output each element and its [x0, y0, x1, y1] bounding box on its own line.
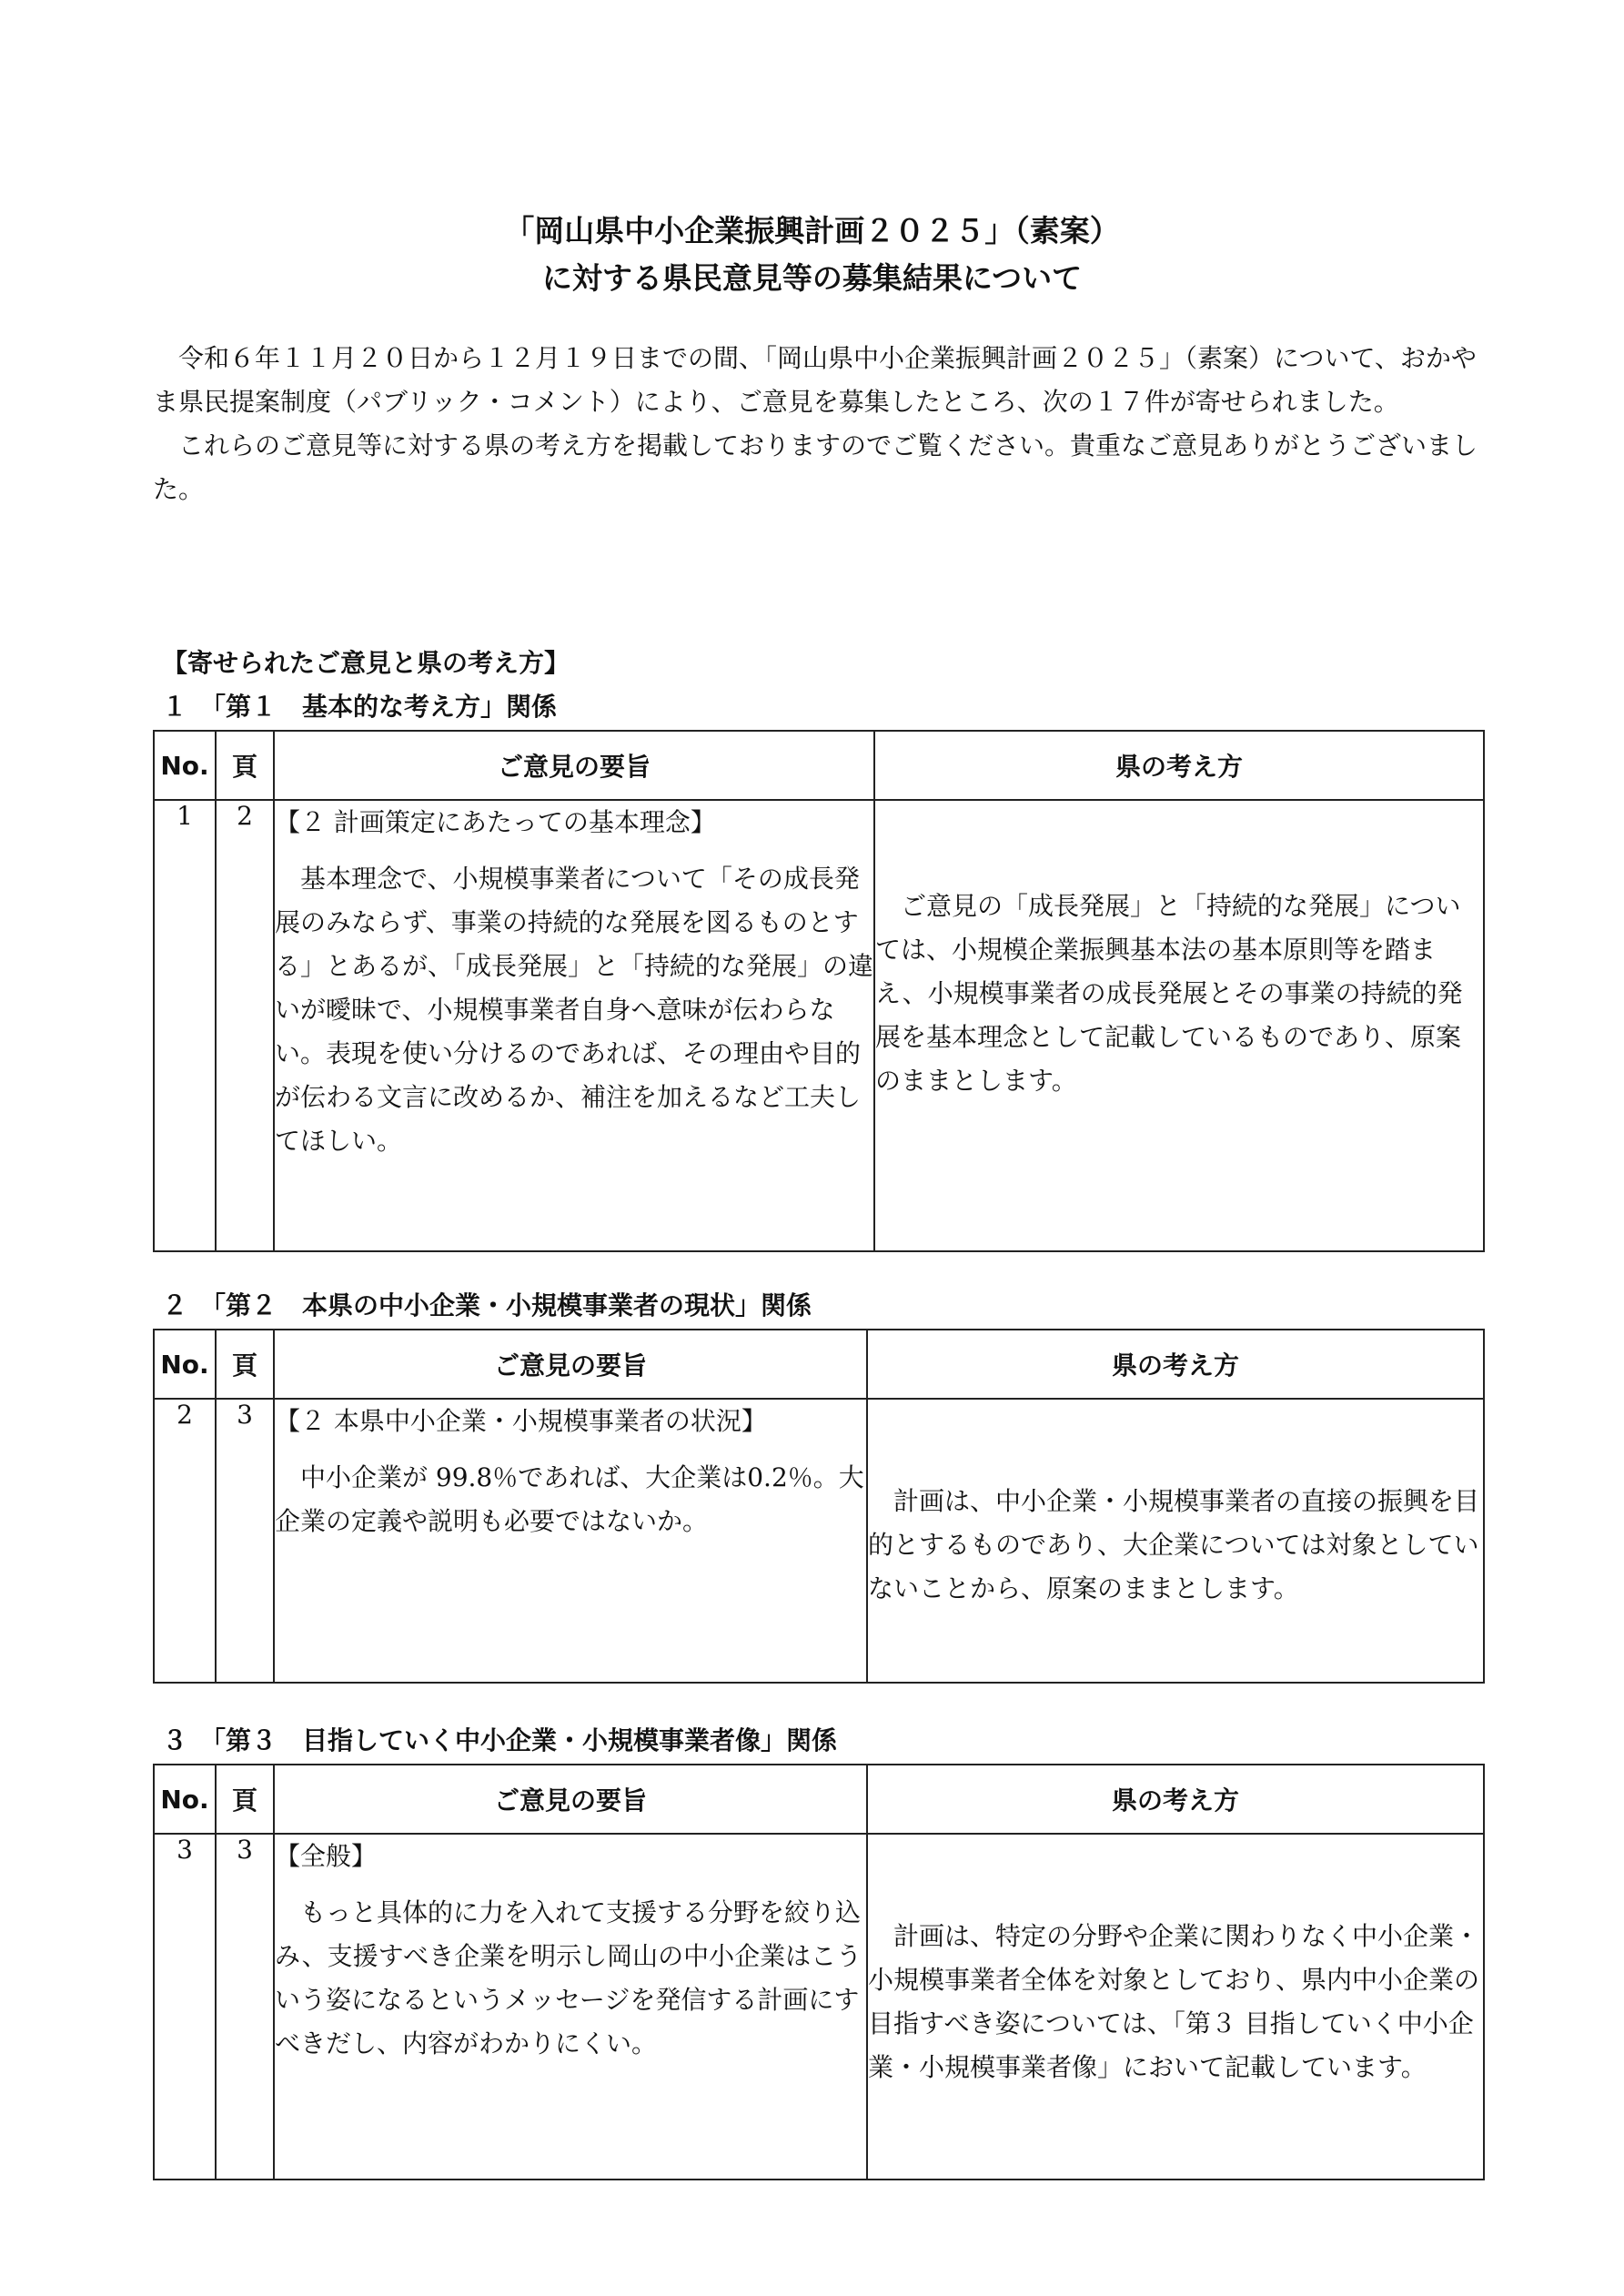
opinions-section-header: 【寄せられたご意見と県の考え方】 — [162, 648, 570, 678]
row-view — [867, 1834, 1484, 2180]
opinion-text: 基本理念で、小規模事業者について「その成長発展のみならず、事業の持続的な発展を図るものとする」とあるが、「成長発展」と「持続的な発展」の違いが曖昧で、小規模事業者自身へ意味が伝わらない。表現を使い分けるのであれば、その理由や目的が伝わる文言に改めるか、補注を加えるなど工夫してほしい。 — [275, 864, 874, 1156]
col-header-no: No. — [154, 1765, 216, 1834]
table-row — [154, 1399, 1484, 1683]
col-header-no: No. — [154, 731, 216, 800]
table-row — [154, 1834, 1484, 2180]
page-title — [0, 207, 1624, 302]
title-line-2: に対する県民意見等の募集結果について — [541, 260, 1083, 296]
opinion-topic: 【２ 本県中小企業・小規模事業者の状況】 — [275, 1406, 767, 1436]
title-line-1: 「岡山県中小企業振興計画２０２５」（素案） — [504, 213, 1120, 248]
section-3-heading: ３ 「第３ 目指していく中小企業・小規模事業者像」関係 — [162, 1725, 838, 1755]
table-header-row — [154, 1765, 1484, 1834]
section-2-heading: ２ 「第２ 本県の中小企業・小規模事業者の現状」関係 — [162, 1290, 812, 1320]
opinion-topic: 【２ 計画策定にあたっての基本理念】 — [275, 807, 716, 837]
intro-text — [153, 337, 1481, 511]
row-view — [867, 1399, 1484, 1683]
row-page: 2 — [216, 800, 274, 1251]
col-header-no: No. — [154, 1330, 216, 1399]
col-header-page: 頁 — [216, 1765, 274, 1834]
row-opinion — [274, 1399, 867, 1683]
row-no: 1 — [154, 800, 216, 1251]
col-header-opinion: ご意見の要旨 — [274, 731, 874, 800]
col-header-opinion: ご意見の要旨 — [274, 1765, 867, 1834]
view-text: 計画は、中小企業・小規模事業者の直接の振興を目的とするものであり、大企業については対象としていないことから、原案のままとします。 — [868, 1486, 1480, 1603]
intro-paragraph-2: これらのご意見等に対する県の考え方を掲載しておりますのでご覧ください。貴重なご意見ありがとうございました。 — [153, 430, 1478, 504]
col-header-page: 頁 — [216, 1330, 274, 1399]
opinion-table-1 — [153, 730, 1485, 1252]
view-text: 計画は、特定の分野や企業に関わりなく中小企業・小規模事業者全体を対象としており、県内中小企業の目指すべき姿については、「第３ 目指していく中小企業・小規模事業者像」において記載しています。 — [868, 1921, 1480, 2082]
view-text: ご意見の「成長発展」と「持続的な発展」については、小規模企業振興基本法の基本原則等を踏まえ、小規模事業者の成長発展とその事業の持続的発展を基本理念として記載しているものであり、原案のままとします。 — [875, 891, 1463, 1096]
table-header-row — [154, 731, 1484, 800]
col-header-opinion: ご意見の要旨 — [274, 1330, 867, 1399]
opinion-table-2 — [153, 1329, 1485, 1684]
opinion-text: 中小企業が 99.8％であれば、大企業は0.2％。大企業の定義や説明も必要ではないか。 — [275, 1462, 864, 1536]
row-opinion — [274, 1834, 867, 2180]
intro-paragraph-1: 令和６年１１月２０日から１２月１９日までの間、「岡山県中小企業振興計画２０２５」（素案）について、おかやま県民提案制度（パブリック・コメント）により、ご意見を募集したところ、次の１７件が寄せられました。 — [153, 343, 1477, 417]
opinion-topic: 【全般】 — [275, 1841, 378, 1871]
row-no: 3 — [154, 1834, 216, 2180]
section-1-heading: １ 「第１ 基本的な考え方」関係 — [162, 692, 558, 722]
col-header-page: 頁 — [216, 731, 274, 800]
row-page: 3 — [216, 1834, 274, 2180]
row-view — [874, 800, 1484, 1251]
row-no: 2 — [154, 1399, 216, 1683]
row-page: 3 — [216, 1399, 274, 1683]
col-header-view: 県の考え方 — [874, 731, 1484, 800]
opinion-text: もっと具体的に力を入れて支援する分野を絞り込み、支援すべき企業を明示し岡山の中小企業はこういう姿になるというメッセージを発信する計画にすべきだし、内容がわかりにくい。 — [275, 1897, 862, 2058]
opinion-table-3 — [153, 1764, 1485, 2180]
table-header-row — [154, 1330, 1484, 1399]
table-row — [154, 800, 1484, 1251]
col-header-view: 県の考え方 — [867, 1765, 1484, 1834]
row-opinion — [274, 800, 874, 1251]
col-header-view: 県の考え方 — [867, 1330, 1484, 1399]
